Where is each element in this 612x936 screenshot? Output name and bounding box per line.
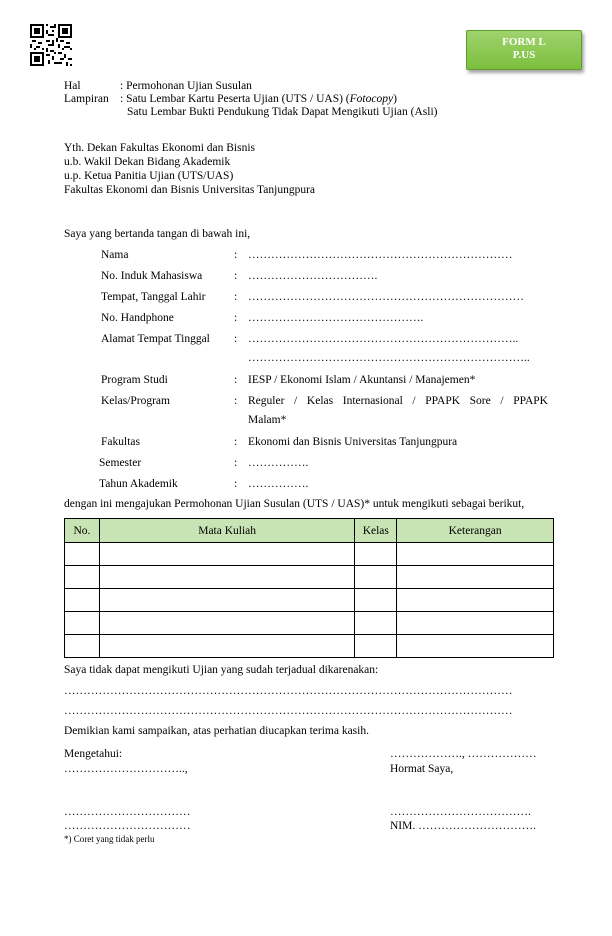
table-cell[interactable]: [397, 543, 554, 566]
form-code-line2: P.US: [512, 49, 536, 61]
table-header-no: No.: [65, 519, 100, 543]
recipient-line-3: u.p. Ketua Panitia Ujian (UTS/UAS): [64, 170, 234, 182]
table-cell[interactable]: [355, 612, 397, 635]
field-nama-label: Nama: [101, 249, 129, 261]
qr-code-icon: [30, 24, 72, 66]
field-nim-colon: :: [234, 270, 238, 282]
mengetahui-name-line[interactable]: ……………………………: [64, 820, 191, 832]
hal-value: : Permohonan Ujian Susulan: [120, 80, 252, 92]
closing-text: Demikian kami sampaikan, atas perhatian diucapkan terima kasih.: [64, 725, 369, 737]
lampiran-value-1: [120, 93, 397, 107]
field-nim-label: No. Induk Mahasiswa: [101, 270, 203, 282]
lampiran-value-1-post: ): [393, 93, 397, 105]
field-prodi-value: IESP / Ekonomi Islam / Akuntansi / Manajemen*: [248, 374, 476, 386]
field-ttl-value[interactable]: ………………………………………………………………: [248, 291, 524, 303]
place-date-line[interactable]: ………………., ………………: [390, 748, 537, 760]
hormat-saya-label: Hormat Saya,: [390, 763, 454, 775]
course-table: [64, 518, 554, 658]
table-cell[interactable]: [65, 635, 100, 658]
field-prodi-colon: :: [234, 374, 238, 386]
field-nama-colon: :: [234, 249, 238, 261]
table-cell[interactable]: [355, 566, 397, 589]
field-alamat-colon: :: [234, 333, 238, 345]
field-alamat-value-2[interactable]: ………………………………………………………………..: [248, 352, 530, 364]
lampiran-value-2: Satu Lembar Bukti Pendukung Tidak Dapat Mengikuti Ujian (Asli): [127, 106, 438, 118]
table-header-row: [65, 519, 554, 543]
field-kelas-value-1: Reguler / Kelas Internasional / PPAPK Sore / PPAPK: [248, 395, 548, 407]
table-header-kelas: Kelas: [355, 519, 397, 543]
applicant-nim-line[interactable]: NIM. ………………………….: [390, 820, 536, 832]
table-cell[interactable]: [99, 635, 354, 658]
intro-text: Saya yang bertanda tangan di bawah ini,: [64, 228, 251, 240]
field-hp-colon: :: [234, 312, 238, 324]
field-fakultas-label: Fakultas: [101, 436, 140, 448]
field-semester-colon: :: [234, 457, 238, 469]
field-nama-value[interactable]: ……………………………………………………………: [248, 249, 513, 261]
field-semester-value[interactable]: …………….: [248, 457, 309, 469]
reason-label: Saya tidak dapat mengikuti Ujian yang sudah terjadual dikarenakan:: [64, 664, 379, 676]
form-code-line1: FORM L: [502, 36, 546, 48]
table-cell[interactable]: [65, 612, 100, 635]
table-cell[interactable]: [355, 635, 397, 658]
table-cell[interactable]: [65, 566, 100, 589]
table-cell[interactable]: [65, 589, 100, 612]
hal-label: Hal: [64, 80, 81, 92]
table-cell[interactable]: [99, 543, 354, 566]
table-cell[interactable]: [99, 566, 354, 589]
field-fakultas-colon: :: [234, 436, 238, 448]
field-alamat-value-1[interactable]: ……………………………………………………………..: [248, 333, 519, 345]
table-cell[interactable]: [397, 635, 554, 658]
field-tahun-label: Tahun Akademik: [99, 478, 178, 490]
table-cell[interactable]: [397, 566, 554, 589]
lampiran-value-1-pre: : Satu Lembar Kartu Peserta Ujian (UTS / UAS) (: [120, 93, 350, 105]
table-cell[interactable]: [397, 589, 554, 612]
table-cell[interactable]: [355, 589, 397, 612]
applicant-signature-line[interactable]: ……………………………….: [390, 806, 531, 818]
reason-line-1[interactable]: ………………………………………………………………………………………………………: [64, 685, 513, 697]
request-text: dengan ini mengajukan Permohonan Ujian Susulan (UTS / UAS)* untuk mengikuti sebagai berikut,: [64, 498, 525, 510]
footnote: *) Coret yang tidak perlu: [64, 834, 155, 844]
table-header-keterangan: Keterangan: [397, 519, 554, 543]
reason-line-2[interactable]: ………………………………………………………………………………………………………: [64, 705, 513, 717]
table-row: [65, 589, 554, 612]
field-kelas-colon: :: [234, 395, 238, 407]
table-row: [65, 566, 554, 589]
table-header-mata-kuliah: Mata Kuliah: [99, 519, 354, 543]
table-row: [65, 612, 554, 635]
form-code-badge: [466, 30, 582, 70]
field-tahun-colon: :: [234, 478, 238, 490]
table-cell[interactable]: [397, 612, 554, 635]
field-tahun-value[interactable]: …………….: [248, 478, 309, 490]
table-row: [65, 635, 554, 658]
mengetahui-signature-line[interactable]: ……………………………: [64, 806, 191, 818]
field-prodi-label: Program Studi: [101, 374, 168, 386]
table-cell[interactable]: [355, 543, 397, 566]
table-cell[interactable]: [99, 612, 354, 635]
field-alamat-label: Alamat Tempat Tinggal: [101, 333, 210, 345]
field-hp-label: No. Handphone: [101, 312, 174, 324]
field-fakultas-value: Ekonomi dan Bisnis Universitas Tanjungpura: [248, 436, 458, 448]
field-semester-label: Semester: [99, 457, 142, 469]
field-nim-value[interactable]: …………………………….: [248, 270, 378, 282]
lampiran-label: Lampiran: [64, 93, 109, 105]
table-cell[interactable]: [99, 589, 354, 612]
field-ttl-label: Tempat, Tanggal Lahir: [101, 291, 206, 303]
field-hp-value[interactable]: ……………………………………….: [248, 312, 424, 324]
mengetahui-label: Mengetahui:: [64, 748, 123, 760]
table-cell[interactable]: [65, 543, 100, 566]
field-ttl-colon: :: [234, 291, 238, 303]
table-row: [65, 543, 554, 566]
mengetahui-position-line[interactable]: …………………………..,: [64, 763, 188, 775]
recipient-line-2: u.b. Wakil Dekan Bidang Akademik: [64, 156, 231, 168]
field-kelas-label: Kelas/Program: [101, 395, 170, 407]
field-kelas-value-2: Malam*: [248, 414, 287, 426]
recipient-line-1: Yth. Dekan Fakultas Ekonomi dan Bisnis: [64, 142, 256, 154]
lampiran-value-1-italic: Fotocopy: [349, 93, 394, 105]
recipient-line-4: Fakultas Ekonomi dan Bisnis Universitas Tanjungpura: [64, 184, 316, 196]
